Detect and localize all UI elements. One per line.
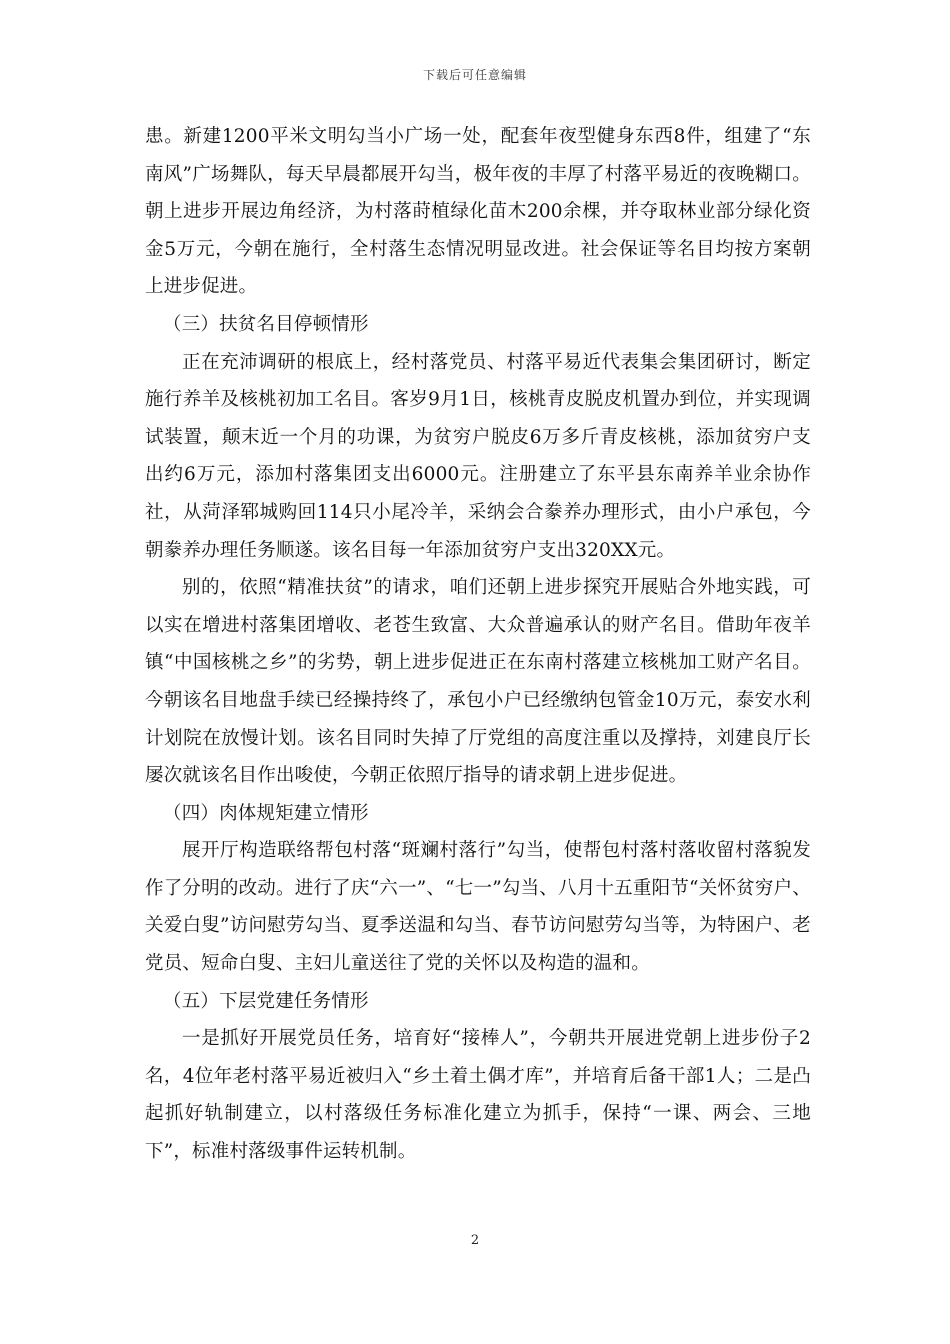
document-body [145, 118, 811, 1171]
page-header-note: 下载后可任意编辑 [422, 68, 527, 82]
paragraph-walnut-project: 别的，依照“精准扶贫”的请求，咱们还朝上进步探究开展贴合外地实践，可以实在增进村落集团增收、老苍生致富、大众普遍承认的财产名目。借助年夜羊镇“中国核桃之乡”的劣势，朝上进步促进正在东南村落建立核桃加工财产名目。今朝该名目地盘手续已经操持终了，承包小户已经缴纳包管金10万元，泰安水利计划院在放慢计划。该名目同时失掉了厅党组的高度注重以及撑持，刘建良厅长屡次就该名目作出唆使，今朝正依照厅指导的请求朝上进步促进。 [145, 577, 811, 787]
section-heading-4: （四）肉体规矩建立情形 [163, 802, 369, 824]
paragraph-party-building: 一是抓好开展党员任务，培育好“接棒人”，今朝共开展进党朝上进步份子2名，4位年老村落平易近被归入“乡土着土偶才库”，并培育后备干部1人；二是凸起抓好轨制建立，以村落级任务标准化建立为抓手，保持“一课、两会、三地下”，标准村落级事件运转机制。 [145, 1028, 811, 1163]
section-heading-3: （三）扶贫名目停顿情形 [163, 313, 369, 335]
paragraph-poverty-project: 正在充沛调研的根底上，经村落党员、村落平易近代表集会集团研讨，断定施行养羊及核桃初加工名目。客岁9月1日，核桃青皮脱皮机置办到位，并实现调试装置，颠末近一个月的功课，为贫穷户脱皮6万多斤青皮核桃，添加贫穷户支出约6万元，添加村落集团支出6000元。注册建立了东平县东南养羊业余协作社，从菏泽郓城购回114只小尾冷羊，采纳会合豢养办理形式，由小户承包，今朝豢养办理任务顺遂。该名目每一年添加贫穷户支出320XX元。 [145, 351, 811, 561]
section-heading-5: （五）下层党建任务情形 [163, 990, 369, 1012]
paragraph-spiritual-civilization: 展开厅构造联络帮包村落“斑斓村落行”勾当，使帮包村落村落收留村落貌发作了分明的改动。进行了庆“六一”、“七一”勾当、八月十五重阳节“关怀贫穷户、关爱白叟”访问慰劳勾当、夏季送温和勾当、春节访问慰劳勾当等，为特困户、老党员、短命白叟、主妇儿童送往了党的关怀以及构造的温和。 [145, 840, 811, 975]
paragraph-continuation: 患。新建1200平米文明勾当小广场一处，配套年夜型健身东西8件，组建了“东南风”广场舞队，每天早晨都展开勾当，极年夜的丰厚了村落平易近的夜晚糊口。朝上进步开展边角经济，为村落莳植绿化苗木200余棵，并夺取林业部分绿化资金5万元，今朝在施行，全村落生态情况明显改进。社会保证等名目均按方案朝上进步促进。 [145, 126, 811, 298]
page-number: 2 [470, 1233, 480, 1248]
